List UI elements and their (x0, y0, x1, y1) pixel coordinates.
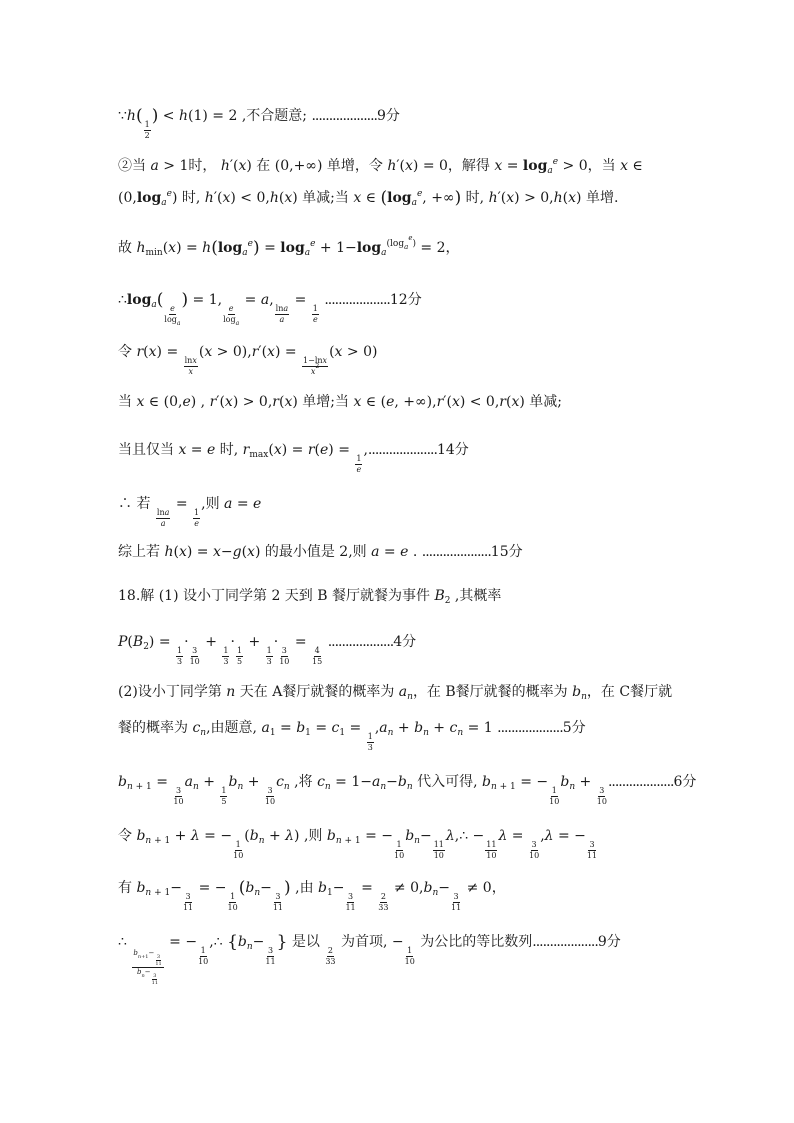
solution-line-9: ∴ 若 $\frac{\ln a}{a}$ = $\frac{1}{e}$ ,则 a = e (118, 496, 262, 528)
solution-line-14: 餐的概率为 $c_n$,由题意, $a_1 = b_1 = c_1$ = $\frac{1}{3}$ $,a_n + b_n + c_n = 1$ ...................5分 (118, 720, 586, 752)
solution-line-3: $(0,\log_a^e)$ 时, h′(x) < 0,h(x) 单减;当 x ∈ ($\log_a^e$, +∞) 时, h′(x) > 0,h(x) 单增. (118, 188, 619, 208)
solution-line-5: $\therefore\log_a$( $\frac{e}{\log_a}$ ) = 1, $\frac{e}{\log_a}$ = a, $\frac{\ln a}{a}$ = $\frac{1}{e}$ ...................12分 (118, 290, 422, 327)
solution-line-11: 18.解 (1) 设小丁同学第 2 天到 B 餐厅就餐为事件 $B_2$ ,其概率 (118, 588, 502, 606)
solution-line-7: 当 x ∈ (0,e) , r′(x) > 0,r(x) 单增;当 x ∈ (e, +∞),r′(x) < 0,r(x) 单减; (118, 394, 563, 410)
solution-line-16: 令 $b_{n + 1} + \lambda$ = − $\frac{1}{10}$ $(b_n + \lambda)$ ,则 $b_{n + 1}$ = − $\frac{1}{10}$ $b_n-$ $\frac{11}{10}$ λ,∴ − $\frac{11}{10}$ λ = $\frac{3}{10}$ ,λ = − $\frac{3}{11}$ (118, 828, 598, 860)
solution-line-1: ∵h( $\frac{1}{2}$ ) < h(1) = 2 ,不合题意; ...................9分 (118, 106, 400, 140)
solution-line-10: 综上若 h(x) = x−g(x) 的最小值是 2,则 a = e . ....................15分 (118, 544, 523, 560)
solution-line-4: 故 $h_{min}(x) = h(\log_a^e) = \log_a^e + 1-\log_a^{(log_a^e)} = 2$， (118, 234, 460, 258)
solution-line-17: 有 $b_{n + 1}-$ $\frac{3}{11}$ = − $\frac{1}{10}$ ($b_n-$ $\frac{3}{11}$ ) ,由 $b_1-$ $\frac{3}{11}$ = $\frac{2}{33}$ ≠ $0,b_n-$ $\frac{3}{11}$ ≠ 0， (118, 878, 506, 912)
solution-line-12: $P(B_2)$ = $\frac{1}{3}$ · $\frac{3}{10}$ + $\frac{1}{3}$ · $\frac{1}{5}$ + $\frac{1}{3}$ · $\frac{3}{10}$ = $\frac{4}{15}$ ...................4分 (118, 634, 417, 666)
solution-line-15: $b_{n + 1}$ = $\frac{3}{10}$ $a_n$ + $\frac{1}{5}$ $b_n$ + $\frac{3}{10}$ $c_n$ ,将 $c_n = 1-a_n-b_n$ 代入可得, $b_{n + 1}$ = − $\frac{1}{10}$ $b_n$ + $\frac{3}{10}$ ...................6分 (118, 774, 697, 806)
solution-line-2: ②当 a > 1时， h′(x) 在 (0,+∞) 单增，令 h′(x) = 0，解得 $x = \log_a^e > 0$，当 x ∈ (118, 157, 643, 176)
solution-line-8: 当且仅当 x = e 时, $r_{max}(x) = r(e)$ = $\frac{1}{e}$ ,....................14分 (118, 442, 469, 474)
solution-line-18: ∴ $b_{n+1}-$ $\frac{3}{11}$ $b_n-$ $\frac{3}{11}$ = − $\frac{1}{10}$ ,∴ {$b_n-$ $\frac{3}{11}$ } 是以 $\frac{2}{33}$ 为首项, − $\frac{1}{10}$ 为公比的等比数列...................9分 (118, 932, 621, 986)
solution-line-13: (2)设小丁同学第 n 天在 A餐厅就餐的概率为 $a_n$，在 B餐厅就餐的概率为 $b_n$，在 C餐厅就 (118, 684, 673, 702)
solution-line-6: 令 r(x) = $\frac{\ln x}{x}$ (x > 0),r′(x) = $\frac{1-\ln x}{x^2}$ (x > 0) (118, 344, 378, 376)
